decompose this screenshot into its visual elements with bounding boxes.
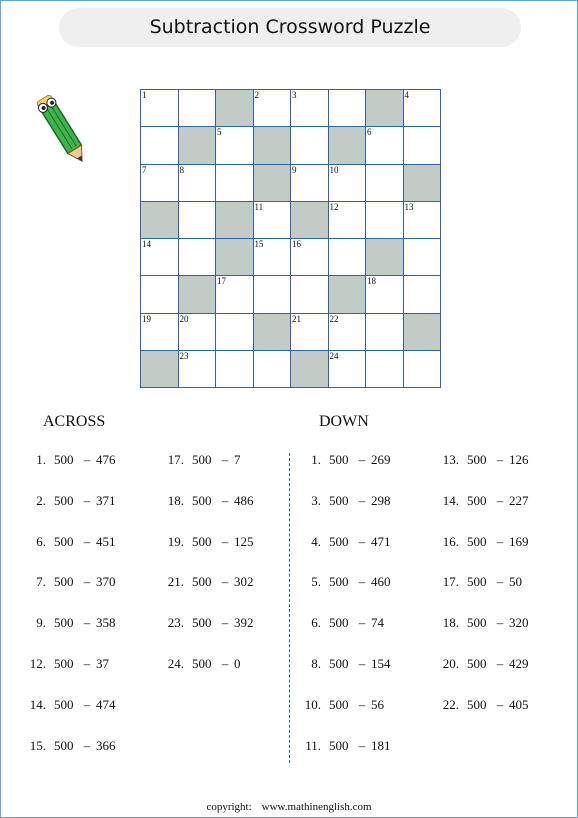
down-clue bbox=[303, 615, 384, 631]
clue-number: 6. bbox=[311, 615, 321, 631]
clue-operator: – bbox=[221, 533, 229, 549]
grid-cell-shaded bbox=[291, 202, 329, 239]
grid-cell[interactable] bbox=[216, 351, 254, 388]
across-clue bbox=[28, 493, 116, 509]
clue-operator: – bbox=[83, 737, 91, 753]
clue-subtrahend: 370 bbox=[96, 574, 116, 590]
grid-cell[interactable] bbox=[254, 351, 292, 388]
grid-cell[interactable] bbox=[329, 165, 367, 202]
clue-operator: – bbox=[496, 615, 504, 631]
clue-number: 17. bbox=[442, 574, 459, 590]
across-clue bbox=[28, 452, 116, 468]
cell-number: 6 bbox=[367, 127, 372, 138]
clue-minuend: 500 bbox=[467, 533, 487, 549]
crossword-grid bbox=[140, 89, 441, 388]
clue-number: 9. bbox=[36, 615, 46, 631]
grid-cell-shaded bbox=[141, 202, 179, 239]
clue-minuend: 500 bbox=[329, 696, 349, 712]
down-clue bbox=[441, 452, 529, 468]
clue-subtrahend: 358 bbox=[96, 615, 116, 631]
clue-operator: – bbox=[221, 452, 229, 467]
down-clue bbox=[303, 534, 391, 550]
clue-number: 18. bbox=[442, 615, 459, 631]
grid-cell[interactable] bbox=[254, 90, 292, 127]
cell-number: 19 bbox=[142, 313, 151, 324]
clue-number: 1. bbox=[311, 452, 321, 467]
grid-cell[interactable] bbox=[141, 165, 179, 202]
grid-cell[interactable] bbox=[366, 165, 404, 202]
grid-cell[interactable] bbox=[291, 165, 329, 202]
grid-cell-shaded bbox=[366, 90, 404, 127]
clue-subtrahend: 392 bbox=[234, 615, 254, 631]
clue-minuend: 500 bbox=[192, 656, 212, 671]
grid-cell[interactable] bbox=[216, 276, 254, 313]
cell-number: 5 bbox=[217, 127, 222, 138]
grid-cell[interactable] bbox=[179, 239, 217, 276]
grid-cell[interactable] bbox=[291, 314, 329, 351]
clue-number: 19. bbox=[167, 533, 184, 549]
clue-number: 2. bbox=[36, 492, 46, 508]
clue-number: 15. bbox=[29, 737, 46, 753]
clue-operator: – bbox=[496, 492, 504, 508]
clue-operator: – bbox=[83, 696, 91, 712]
grid-cell[interactable] bbox=[366, 127, 404, 164]
across-clue bbox=[28, 697, 116, 713]
clue-minuend: 500 bbox=[467, 696, 487, 712]
cell-number: 22 bbox=[329, 313, 339, 324]
copyright-label: copyright: bbox=[206, 801, 252, 813]
grid-cell[interactable] bbox=[216, 127, 254, 164]
clue-number: 14. bbox=[442, 492, 459, 508]
clue-number: 4. bbox=[311, 533, 321, 549]
down-clue bbox=[441, 697, 529, 713]
clue-subtrahend: 56 bbox=[371, 696, 384, 712]
clue-operator: – bbox=[358, 615, 366, 631]
grid-cell[interactable] bbox=[141, 127, 179, 164]
grid-cell[interactable] bbox=[404, 202, 442, 239]
down-heading: DOWN bbox=[319, 413, 369, 430]
down-clue bbox=[441, 493, 529, 509]
cell-number: 11 bbox=[254, 201, 264, 212]
clue-minuend: 500 bbox=[54, 452, 74, 467]
grid-cell-shaded bbox=[404, 165, 442, 202]
cell-number: 24 bbox=[329, 350, 339, 361]
clue-subtrahend: 474 bbox=[96, 696, 116, 712]
across-clue bbox=[166, 615, 254, 631]
clue-operator: – bbox=[221, 615, 229, 631]
grid-cell[interactable] bbox=[404, 276, 442, 313]
clue-operator: – bbox=[496, 533, 504, 549]
cell-number: 10 bbox=[329, 164, 339, 175]
cell-number: 17 bbox=[217, 276, 226, 287]
clue-subtrahend: 169 bbox=[509, 533, 529, 549]
clue-number: 22. bbox=[442, 696, 459, 712]
clue-operator: – bbox=[358, 574, 366, 590]
clue-minuend: 500 bbox=[329, 574, 349, 590]
cell-number: 3 bbox=[292, 90, 297, 100]
clue-minuend: 500 bbox=[54, 574, 74, 590]
grid-cell[interactable] bbox=[366, 314, 404, 351]
clue-minuend: 500 bbox=[192, 452, 212, 467]
down-clue bbox=[441, 656, 529, 672]
cell-number: 7 bbox=[142, 164, 147, 175]
grid-cell[interactable] bbox=[141, 314, 179, 351]
grid-cell[interactable] bbox=[141, 276, 179, 313]
clue-operator: – bbox=[358, 492, 366, 508]
grid-cell[interactable] bbox=[329, 202, 367, 239]
clue-minuend: 500 bbox=[54, 615, 74, 631]
clue-subtrahend: 471 bbox=[371, 533, 391, 549]
grid-cell[interactable] bbox=[291, 276, 329, 313]
clue-operator: – bbox=[358, 533, 366, 549]
grid-cell-shaded bbox=[254, 165, 292, 202]
clue-minuend: 500 bbox=[192, 533, 212, 549]
clue-subtrahend: 154 bbox=[371, 656, 391, 671]
clue-number: 11. bbox=[305, 737, 321, 753]
clue-operator: – bbox=[83, 452, 91, 467]
clue-minuend: 500 bbox=[54, 656, 74, 671]
grid-cell[interactable] bbox=[366, 351, 404, 388]
across-clue bbox=[166, 574, 254, 590]
down-clue bbox=[441, 615, 529, 631]
grid-cell[interactable] bbox=[254, 276, 292, 313]
down-clue bbox=[303, 697, 384, 713]
clue-number: 8. bbox=[311, 656, 321, 671]
clue-subtrahend: 460 bbox=[371, 574, 391, 590]
grid-cell-shaded bbox=[216, 202, 254, 239]
across-clue bbox=[28, 534, 116, 550]
grid-cell[interactable] bbox=[179, 90, 217, 127]
grid-cell-shaded bbox=[141, 351, 179, 388]
clue-operator: – bbox=[496, 696, 504, 712]
clue-minuend: 500 bbox=[467, 656, 487, 671]
grid-cell-shaded bbox=[291, 351, 329, 388]
grid-cell[interactable] bbox=[254, 239, 292, 276]
across-clue bbox=[28, 656, 109, 672]
clue-subtrahend: 320 bbox=[509, 615, 529, 631]
clue-minuend: 500 bbox=[467, 452, 487, 467]
across-clue bbox=[28, 574, 116, 590]
grid-cell-shaded bbox=[179, 276, 217, 313]
clue-number: 14. bbox=[29, 696, 46, 712]
grid-cell[interactable] bbox=[404, 90, 442, 127]
clue-operator: – bbox=[83, 574, 91, 590]
down-clue bbox=[303, 656, 391, 672]
clue-number: 20. bbox=[442, 656, 459, 671]
grid-cell[interactable] bbox=[366, 276, 404, 313]
grid-cell-shaded bbox=[216, 90, 254, 127]
cell-number: 20 bbox=[179, 313, 189, 324]
clue-number: 24. bbox=[167, 656, 184, 671]
clue-operator: – bbox=[496, 574, 504, 590]
clue-subtrahend: 181 bbox=[371, 737, 391, 753]
grid-cell[interactable] bbox=[141, 239, 179, 276]
clue-number: 12. bbox=[29, 656, 46, 671]
clue-subtrahend: 476 bbox=[96, 452, 116, 467]
down-clue bbox=[303, 452, 391, 468]
clue-minuend: 500 bbox=[54, 696, 74, 712]
pencil-icon bbox=[34, 87, 90, 171]
clue-minuend: 500 bbox=[329, 737, 349, 753]
grid-cell[interactable] bbox=[291, 239, 329, 276]
clue-minuend: 500 bbox=[329, 533, 349, 549]
grid-cell[interactable] bbox=[329, 314, 367, 351]
grid-cell[interactable] bbox=[404, 127, 442, 164]
grid-cell[interactable] bbox=[179, 165, 217, 202]
clue-minuend: 500 bbox=[467, 492, 487, 508]
clue-operator: – bbox=[358, 737, 366, 753]
grid-cell[interactable] bbox=[179, 351, 217, 388]
clue-subtrahend: 7 bbox=[234, 452, 241, 467]
clue-subtrahend: 126 bbox=[509, 452, 529, 467]
clue-subtrahend: 486 bbox=[234, 492, 254, 508]
clue-number: 17. bbox=[167, 452, 184, 467]
clue-subtrahend: 429 bbox=[509, 656, 529, 671]
clue-number: 6. bbox=[36, 533, 46, 549]
cell-number: 9 bbox=[292, 164, 297, 175]
clue-number: 23. bbox=[167, 615, 184, 631]
cell-number: 13 bbox=[404, 201, 414, 212]
clue-minuend: 500 bbox=[329, 615, 349, 631]
across-clue bbox=[166, 452, 241, 468]
clue-minuend: 500 bbox=[192, 492, 212, 508]
grid-cell-shaded bbox=[329, 127, 367, 164]
down-clue bbox=[303, 574, 391, 590]
across-clue bbox=[166, 534, 254, 550]
clue-subtrahend: 50 bbox=[509, 574, 522, 590]
grid-cell[interactable] bbox=[216, 165, 254, 202]
clue-operator: – bbox=[83, 615, 91, 631]
grid-cell[interactable] bbox=[329, 239, 367, 276]
clue-subtrahend: 269 bbox=[371, 452, 391, 467]
clue-subtrahend: 0 bbox=[234, 656, 241, 671]
clue-number: 16. bbox=[442, 533, 459, 549]
grid-cell[interactable] bbox=[179, 202, 217, 239]
clue-number: 3. bbox=[311, 492, 321, 508]
clue-number: 13. bbox=[442, 452, 459, 467]
clue-subtrahend: 37 bbox=[96, 656, 109, 671]
cell-number: 8 bbox=[179, 164, 184, 175]
down-clue bbox=[441, 574, 522, 590]
clue-number: 5. bbox=[311, 574, 321, 590]
clue-subtrahend: 302 bbox=[234, 574, 254, 590]
footer bbox=[1, 801, 577, 813]
clue-subtrahend: 371 bbox=[96, 492, 116, 508]
cell-number: 2 bbox=[254, 90, 259, 100]
cell-number: 1 bbox=[142, 90, 147, 100]
clue-subtrahend: 125 bbox=[234, 533, 254, 549]
grid-cell-shaded bbox=[179, 127, 217, 164]
clue-subtrahend: 298 bbox=[371, 492, 391, 508]
clue-minuend: 500 bbox=[329, 656, 349, 671]
grid-cell[interactable] bbox=[404, 239, 442, 276]
grid-cell-shaded bbox=[366, 239, 404, 276]
clue-minuend: 500 bbox=[192, 574, 212, 590]
clue-minuend: 500 bbox=[54, 533, 74, 549]
grid-cell[interactable] bbox=[179, 314, 217, 351]
grid-cell-shaded bbox=[254, 127, 292, 164]
cell-number: 18 bbox=[367, 276, 376, 287]
cell-number: 23 bbox=[179, 350, 189, 361]
down-clue bbox=[303, 493, 391, 509]
down-clue bbox=[441, 534, 529, 550]
cell-number: 21 bbox=[292, 313, 301, 324]
column-divider bbox=[289, 453, 290, 763]
clue-number: 18. bbox=[167, 492, 184, 508]
grid-cell[interactable] bbox=[329, 351, 367, 388]
across-clue bbox=[166, 493, 254, 509]
clue-subtrahend: 405 bbox=[509, 696, 529, 712]
clue-number: 1. bbox=[36, 452, 46, 467]
clue-operator: – bbox=[496, 656, 504, 671]
clue-minuend: 500 bbox=[329, 452, 349, 467]
grid-cell[interactable] bbox=[366, 202, 404, 239]
grid-cell-shaded bbox=[404, 314, 442, 351]
clue-subtrahend: 451 bbox=[96, 533, 116, 549]
grid-cell[interactable] bbox=[141, 90, 179, 127]
grid-cell[interactable] bbox=[404, 351, 442, 388]
clue-operator: – bbox=[358, 656, 366, 671]
cell-number: 12 bbox=[329, 201, 339, 212]
page-title: Subtraction Crossword Puzzle bbox=[59, 8, 521, 47]
across-heading: ACROSS bbox=[43, 413, 106, 430]
cell-number: 15 bbox=[254, 239, 264, 249]
grid-cell[interactable] bbox=[329, 90, 367, 127]
clue-operator: – bbox=[496, 452, 504, 467]
clue-minuend: 500 bbox=[467, 615, 487, 631]
grid-cell-shaded bbox=[254, 314, 292, 351]
clue-number: 10. bbox=[304, 696, 321, 712]
clue-minuend: 500 bbox=[54, 737, 74, 753]
clue-operator: – bbox=[358, 696, 366, 712]
clue-operator: – bbox=[221, 574, 229, 590]
clue-operator: – bbox=[83, 656, 91, 671]
grid-cell[interactable] bbox=[216, 314, 254, 351]
clue-operator: – bbox=[83, 533, 91, 549]
grid-cell-shaded bbox=[216, 239, 254, 276]
clue-operator: – bbox=[83, 492, 91, 508]
down-clue bbox=[303, 738, 391, 754]
across-clue bbox=[28, 615, 116, 631]
clue-subtrahend: 227 bbox=[509, 492, 529, 508]
copyright-site: www.mathinenglish.com bbox=[261, 801, 372, 813]
cell-number: 4 bbox=[404, 90, 409, 100]
grid-cell[interactable] bbox=[291, 127, 329, 164]
cell-number: 16 bbox=[292, 239, 301, 249]
clue-minuend: 500 bbox=[329, 492, 349, 508]
across-clue bbox=[28, 738, 116, 754]
clue-minuend: 500 bbox=[54, 492, 74, 508]
grid-cell[interactable] bbox=[254, 202, 292, 239]
clue-minuend: 500 bbox=[467, 574, 487, 590]
clue-operator: – bbox=[221, 656, 229, 671]
grid-cell[interactable] bbox=[291, 90, 329, 127]
clue-operator: – bbox=[221, 492, 229, 508]
clue-operator: – bbox=[358, 452, 366, 467]
clue-number: 21. bbox=[167, 574, 184, 590]
clue-number: 7. bbox=[36, 574, 46, 590]
clue-subtrahend: 366 bbox=[96, 737, 116, 753]
clue-subtrahend: 74 bbox=[371, 615, 384, 631]
cell-number: 14 bbox=[142, 239, 151, 249]
clue-minuend: 500 bbox=[192, 615, 212, 631]
across-clue bbox=[166, 656, 241, 672]
grid-cell-shaded bbox=[329, 276, 367, 313]
